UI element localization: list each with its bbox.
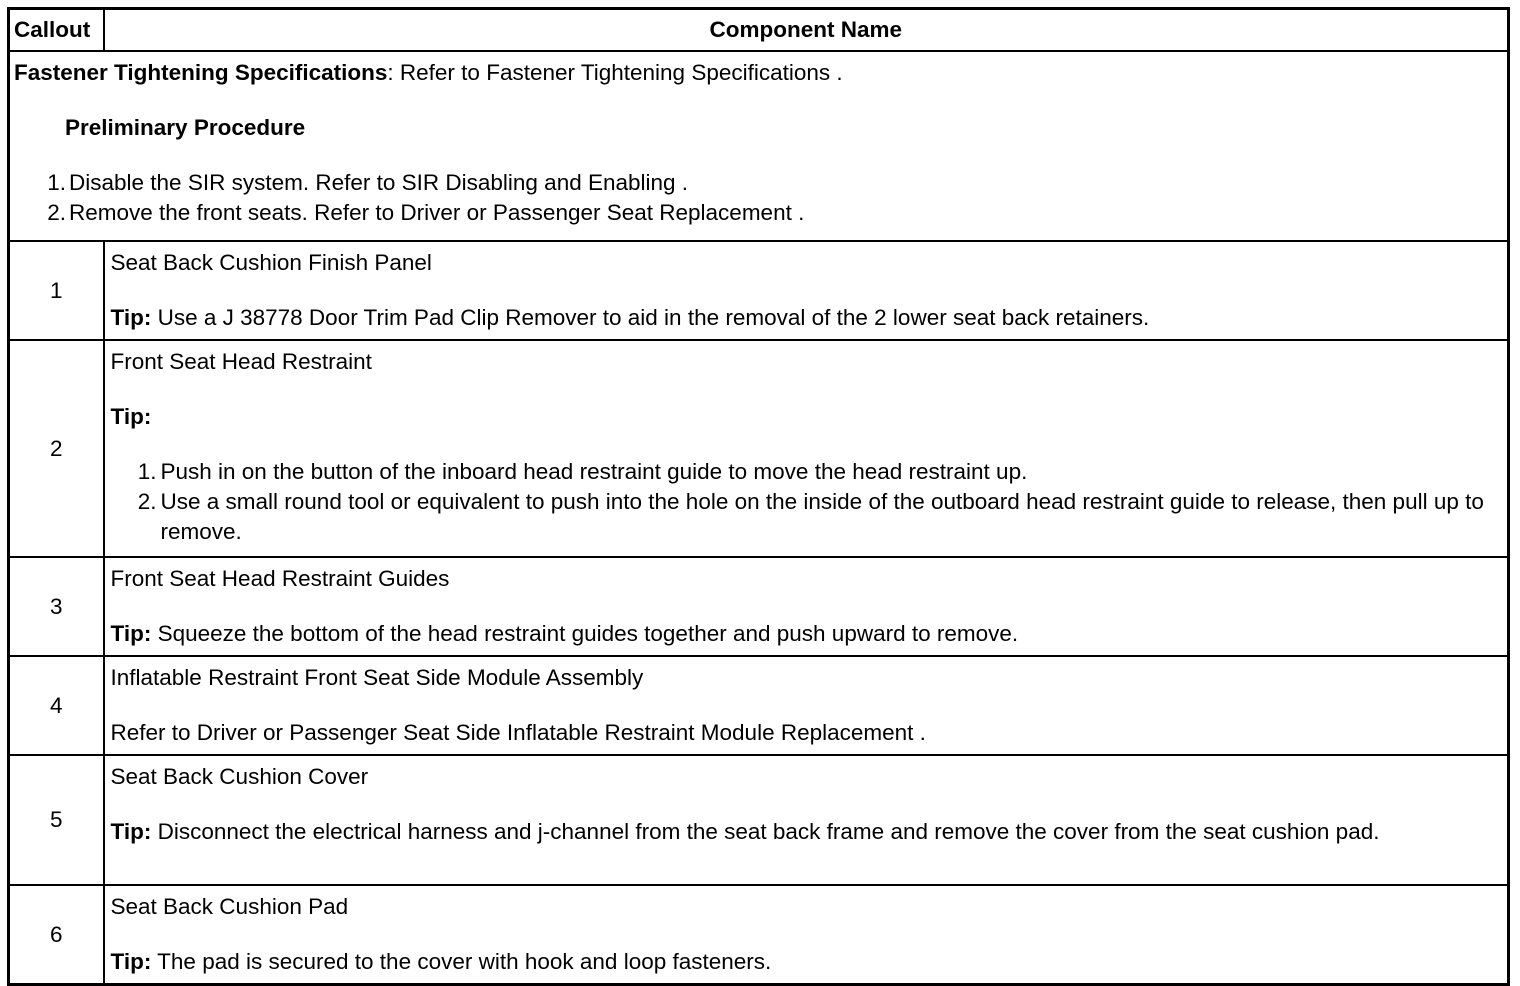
tip-step: 1. Push in on the button of the inboard head restraint guide to move the head restraint up.: [137, 459, 1028, 484]
tip-step: 2. Use a small round tool or equivalent to push into the hole on the inside of the outboard head restraint guide to release, then pull up to remove.: [137, 489, 1484, 544]
component-name: Seat Back Cushion Finish Panel: [110, 250, 432, 275]
component-name: Inflatable Restraint Front Seat Side Module Assembly: [110, 665, 644, 690]
callout-number: 4: [9, 656, 104, 755]
preliminary-step: 1. Disable the SIR system. Refer to SIR Disabling and Enabling .: [47, 170, 689, 195]
intro-row: [9, 51, 1509, 241]
component-cell: [104, 557, 1509, 656]
component-name: Seat Back Cushion Pad: [110, 894, 349, 919]
table-row: [9, 340, 1509, 557]
component-cell: [104, 755, 1509, 885]
tip-label: Tip:: [110, 305, 152, 330]
component-name: Seat Back Cushion Cover: [110, 764, 369, 789]
tip-label: Tip:: [110, 819, 152, 844]
component-cell: [104, 241, 1509, 340]
table-row: [9, 885, 1509, 985]
callout-number: 2: [9, 340, 104, 557]
callout-number: 6: [9, 885, 104, 985]
reference-note: Refer to Driver or Passenger Seat Side Inflatable Restraint Module Replacement .: [110, 720, 926, 745]
table-row: [9, 656, 1509, 755]
table-row: [9, 755, 1509, 885]
tip-text: Tip: Squeeze the bottom of the head restraint guides together and push upward to remove.: [110, 621, 1019, 646]
tip-text: Tip: Use a J 38778 Door Trim Pad Clip Remover to aid in the removal of the 2 lower seat back retainers.: [110, 305, 1150, 330]
procedure-table: [7, 7, 1510, 986]
preliminary-step: 2. Remove the front seats. Refer to Driver or Passenger Seat Replacement .: [47, 200, 805, 225]
header-row: [9, 9, 1509, 52]
callout-number: 5: [9, 755, 104, 885]
tip-label: Tip:: [110, 621, 152, 646]
fastener-spec-label: Fastener Tightening Specifications: [14, 60, 388, 85]
component-cell: [104, 656, 1509, 755]
tip-text: Tip: Disconnect the electrical harness and j-channel from the seat back frame and remove the cover from the seat cushion pad.: [110, 819, 1380, 844]
preliminary-procedure-title: Preliminary Procedure: [65, 115, 306, 140]
callout-number: 1: [9, 241, 104, 340]
tip-label: Tip:: [110, 404, 152, 429]
tip-label: Tip:: [110, 949, 152, 974]
callout-number: 3: [9, 557, 104, 656]
fastener-spec-line: [14, 58, 1503, 88]
tip-text: Tip: The pad is secured to the cover with hook and loop fasteners.: [110, 949, 772, 974]
preliminary-steps-list: [14, 168, 1503, 228]
component-cell: [104, 340, 1509, 557]
table-row: [9, 557, 1509, 656]
component-cell: [104, 885, 1509, 985]
component-column-header: Component Name: [104, 9, 1509, 52]
tip-steps-list: [111, 457, 1502, 547]
table-row: [9, 241, 1509, 340]
component-name: Front Seat Head Restraint Guides: [110, 566, 450, 591]
intro-cell: [9, 51, 1509, 241]
component-name: Front Seat Head Restraint: [110, 349, 372, 374]
fastener-spec-text: : Refer to Fastener Tightening Specifications .: [387, 60, 843, 85]
callout-column-header: Callout: [9, 9, 104, 52]
